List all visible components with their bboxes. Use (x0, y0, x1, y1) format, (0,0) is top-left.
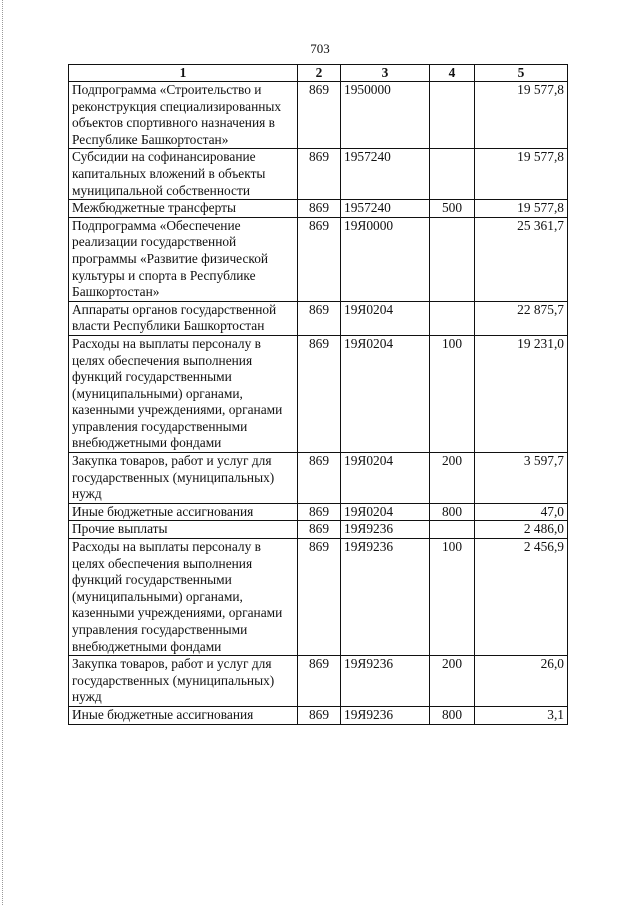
table-row (69, 217, 568, 301)
administrator-code-cell: 869 (298, 82, 341, 149)
expense-type-cell: 100 (430, 335, 475, 452)
administrator-code-cell: 869 (298, 503, 341, 521)
amount-cell: 25 361,7 (475, 217, 568, 301)
expense-name-cell: Аппараты органов государственной власти Республики Башкортостан (69, 301, 298, 335)
page-number: 703 (310, 41, 330, 56)
administrator-code-cell: 869 (298, 335, 341, 452)
table-row (69, 149, 568, 200)
expense-name-cell: Прочие выплаты (69, 521, 298, 539)
amount-cell: 19 577,8 (475, 149, 568, 200)
administrator-code-cell: 869 (298, 149, 341, 200)
target-article-code-cell: 19Я9236 (341, 706, 430, 724)
amount-cell: 26,0 (475, 656, 568, 707)
column-header: 1 (69, 65, 298, 82)
administrator-code-cell: 869 (298, 539, 341, 656)
amount-cell: 19 231,0 (475, 335, 568, 452)
expense-type-cell: 200 (430, 453, 475, 504)
amount-cell: 19 577,8 (475, 200, 568, 218)
column-header: 2 (298, 65, 341, 82)
administrator-code-cell: 869 (298, 217, 341, 301)
target-article-code-cell: 19Я0204 (341, 335, 430, 452)
table-row (69, 82, 568, 149)
target-article-code-cell: 19Я0204 (341, 453, 430, 504)
table-row (69, 503, 568, 521)
expense-type-cell (430, 301, 475, 335)
expense-name-cell: Расходы на выплаты персоналу в целях обеспечения выполнения функций государственными (муниципальными) органами, казенными учреждениями, органами управления государственными внебюджетными фондами (69, 539, 298, 656)
expense-type-cell: 800 (430, 503, 475, 521)
amount-cell: 2 486,0 (475, 521, 568, 539)
administrator-code-cell: 869 (298, 200, 341, 218)
target-article-code-cell: 1957240 (341, 149, 430, 200)
budget-table (68, 64, 568, 725)
amount-cell: 3 597,7 (475, 453, 568, 504)
table-body (69, 82, 568, 725)
expense-type-cell (430, 149, 475, 200)
expense-name-cell: Закупка товаров, работ и услуг для государственных (муниципальных) нужд (69, 656, 298, 707)
expense-type-cell (430, 217, 475, 301)
target-article-code-cell: 1957240 (341, 200, 430, 218)
amount-cell: 2 456,9 (475, 539, 568, 656)
target-article-code-cell: 1950000 (341, 82, 430, 149)
table-row (69, 656, 568, 707)
target-article-code-cell: 19Я9236 (341, 521, 430, 539)
expense-type-cell: 500 (430, 200, 475, 218)
amount-cell: 22 875,7 (475, 301, 568, 335)
target-article-code-cell: 19Я9236 (341, 656, 430, 707)
table-row (69, 200, 568, 218)
table-row (69, 335, 568, 452)
target-article-code-cell: 19Я9236 (341, 539, 430, 656)
expense-type-cell (430, 521, 475, 539)
column-header: 4 (430, 65, 475, 82)
administrator-code-cell: 869 (298, 301, 341, 335)
column-header: 5 (475, 65, 568, 82)
page-edge-line (2, 0, 4, 905)
expense-name-cell: Подпрограмма «Строительство и реконструкция специализированных объектов спортивного назначения в Республике Башкортостан» (69, 82, 298, 149)
administrator-code-cell: 869 (298, 521, 341, 539)
table-row (69, 453, 568, 504)
amount-cell: 47,0 (475, 503, 568, 521)
target-article-code-cell: 19Я0204 (341, 503, 430, 521)
target-article-code-cell: 19Я0000 (341, 217, 430, 301)
table-row (69, 539, 568, 656)
expense-type-cell: 800 (430, 706, 475, 724)
expense-name-cell: Закупка товаров, работ и услуг для государственных (муниципальных) нужд (69, 453, 298, 504)
expense-name-cell: Иные бюджетные ассигнования (69, 503, 298, 521)
target-article-code-cell: 19Я0204 (341, 301, 430, 335)
table-row (69, 706, 568, 724)
expense-name-cell: Межбюджетные трансферты (69, 200, 298, 218)
amount-cell: 3,1 (475, 706, 568, 724)
administrator-code-cell: 869 (298, 656, 341, 707)
administrator-code-cell: 869 (298, 453, 341, 504)
column-header: 3 (341, 65, 430, 82)
expense-name-cell: Субсидии на софинансирование капитальных вложений в объекты муниципальной собственности (69, 149, 298, 200)
table-row (69, 301, 568, 335)
expense-name-cell: Подпрограмма «Обеспечение реализации государственной программы «Развитие физической культуры и спорта в Республике Башкортостан» (69, 217, 298, 301)
header-row (69, 65, 568, 82)
expense-name-cell: Расходы на выплаты персоналу в целях обеспечения выполнения функций государственными (муниципальными) органами, казенными учреждениями, органами управления государственными внебюджетными фондами (69, 335, 298, 452)
administrator-code-cell: 869 (298, 706, 341, 724)
expense-name-cell: Иные бюджетные ассигнования (69, 706, 298, 724)
table-row (69, 521, 568, 539)
expense-type-cell (430, 82, 475, 149)
amount-cell: 19 577,8 (475, 82, 568, 149)
expense-type-cell: 200 (430, 656, 475, 707)
expense-type-cell: 100 (430, 539, 475, 656)
